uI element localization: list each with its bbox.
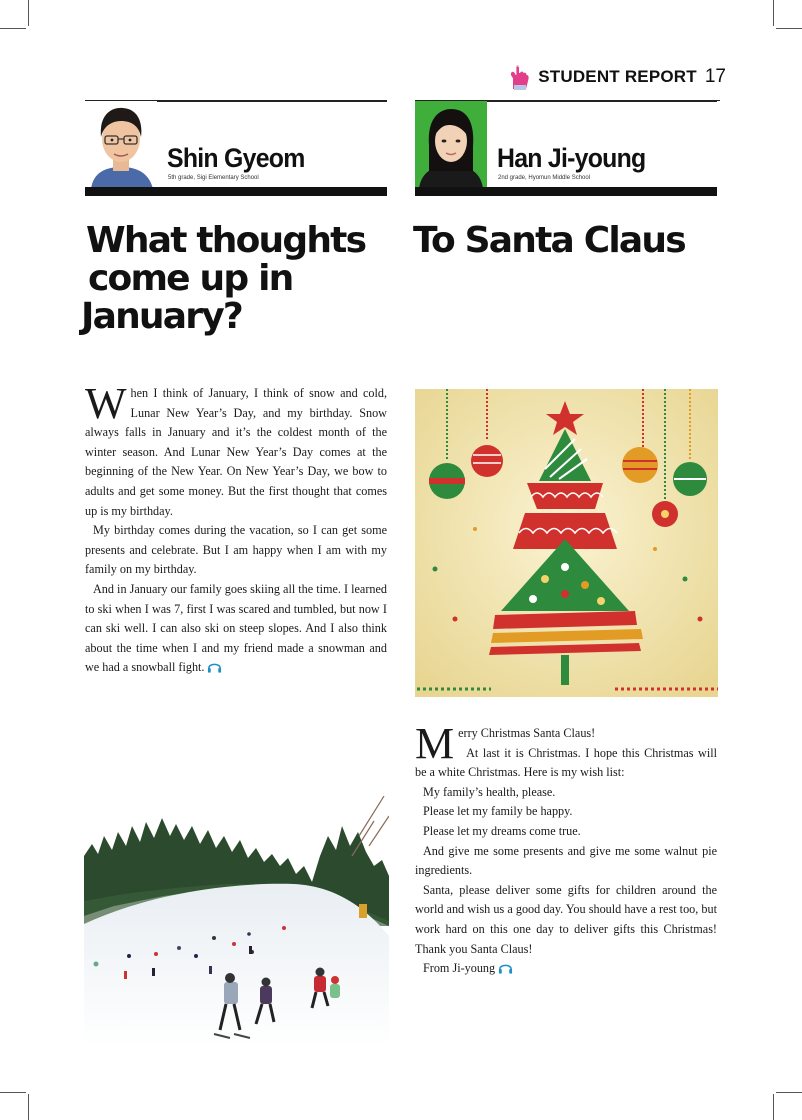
crop-mark bbox=[776, 1092, 802, 1093]
crop-mark bbox=[773, 1094, 774, 1120]
author-school: 2nd grade, Hyomun Middle School bbox=[498, 175, 591, 181]
paragraph bbox=[85, 379, 387, 521]
paragraph-text: And in January our family goes skiing all the time. I learned to ski when I was 7, first I was scared and tumbled, but now I can ski well. I can also ski on steep slopes. And I also think about the time when I and my friend made a snowman and we had a snowball fight. bbox=[85, 581, 387, 675]
article-title-right: To Santa Claus bbox=[413, 220, 685, 261]
title-line: What thoughts bbox=[86, 220, 366, 261]
paragraph bbox=[85, 580, 387, 678]
author-name: Han Ji-young bbox=[497, 143, 646, 173]
crop-mark bbox=[28, 0, 29, 26]
headphone-icon bbox=[207, 661, 222, 673]
article-body-left bbox=[85, 379, 387, 678]
paragraph: At last it is Christmas. I hope this Christmas will be a white Christmas. Here is my wish list: bbox=[415, 745, 717, 780]
article-title-left bbox=[81, 220, 366, 337]
title-line: January? bbox=[81, 296, 242, 337]
page-number: 17 bbox=[704, 66, 726, 87]
christmas-tree-illustration bbox=[415, 389, 718, 697]
paragraph: My birthday comes during the vacation, so I can get some presents and celebrate. But I am happy when I am with my family on my birthday. bbox=[85, 523, 387, 577]
crop-mark bbox=[28, 1094, 29, 1120]
paragraph: Please let my dreams come true. bbox=[423, 823, 581, 838]
drop-cap: W bbox=[85, 379, 127, 428]
author-name: Shin Gyeom bbox=[167, 143, 305, 173]
paragraph bbox=[415, 959, 717, 979]
running-header bbox=[508, 64, 726, 90]
hand-icon bbox=[508, 64, 530, 90]
crop-mark bbox=[773, 0, 774, 26]
headphone-icon bbox=[498, 962, 513, 974]
crop-mark bbox=[0, 1092, 26, 1093]
drop-cap: M bbox=[415, 719, 455, 768]
ski-slope-photo bbox=[84, 796, 389, 1046]
paragraph: Please let my family be happy. bbox=[423, 804, 573, 819]
article-body-right bbox=[415, 719, 717, 979]
section-name: STUDENT REPORT bbox=[538, 67, 697, 86]
paragraph: My family’s health, please. bbox=[423, 784, 556, 799]
crop-mark bbox=[776, 28, 802, 29]
author-block-left bbox=[85, 101, 387, 197]
author-bar bbox=[415, 187, 717, 196]
crop-mark bbox=[0, 28, 26, 29]
author-school: 5th grade, Sigi Elementary School bbox=[168, 175, 259, 181]
author-photo bbox=[415, 101, 487, 189]
author-bar bbox=[85, 187, 387, 196]
paragraph-text: erry Christmas Santa Claus! bbox=[458, 726, 596, 740]
author-photo bbox=[85, 101, 157, 189]
paragraph: And give me some presents and give me some walnut pie ingredients. bbox=[415, 843, 717, 878]
paragraph-text: hen I think of January, I think of snow and cold, Lunar New Year’s Day, and my birthday. Snow always falls in January and it’s the coldest month of the winter season. And Lunar New Year’s Day comes at the beginning of the New Year. On New Year’s Day, we bow to adults and get some money. But the first thought that comes up is my birthday. bbox=[85, 386, 387, 518]
author-block-right bbox=[415, 101, 717, 197]
title-line: come up in bbox=[88, 258, 293, 299]
paragraph: Santa, please deliver some gifts for children around the world and wish us a good day. You should have a rest too, but work hard on this one day to deliver gifts this Christmas! Thank you Santa Claus! bbox=[415, 882, 717, 956]
paragraph-text: From Ji-young bbox=[423, 961, 496, 976]
